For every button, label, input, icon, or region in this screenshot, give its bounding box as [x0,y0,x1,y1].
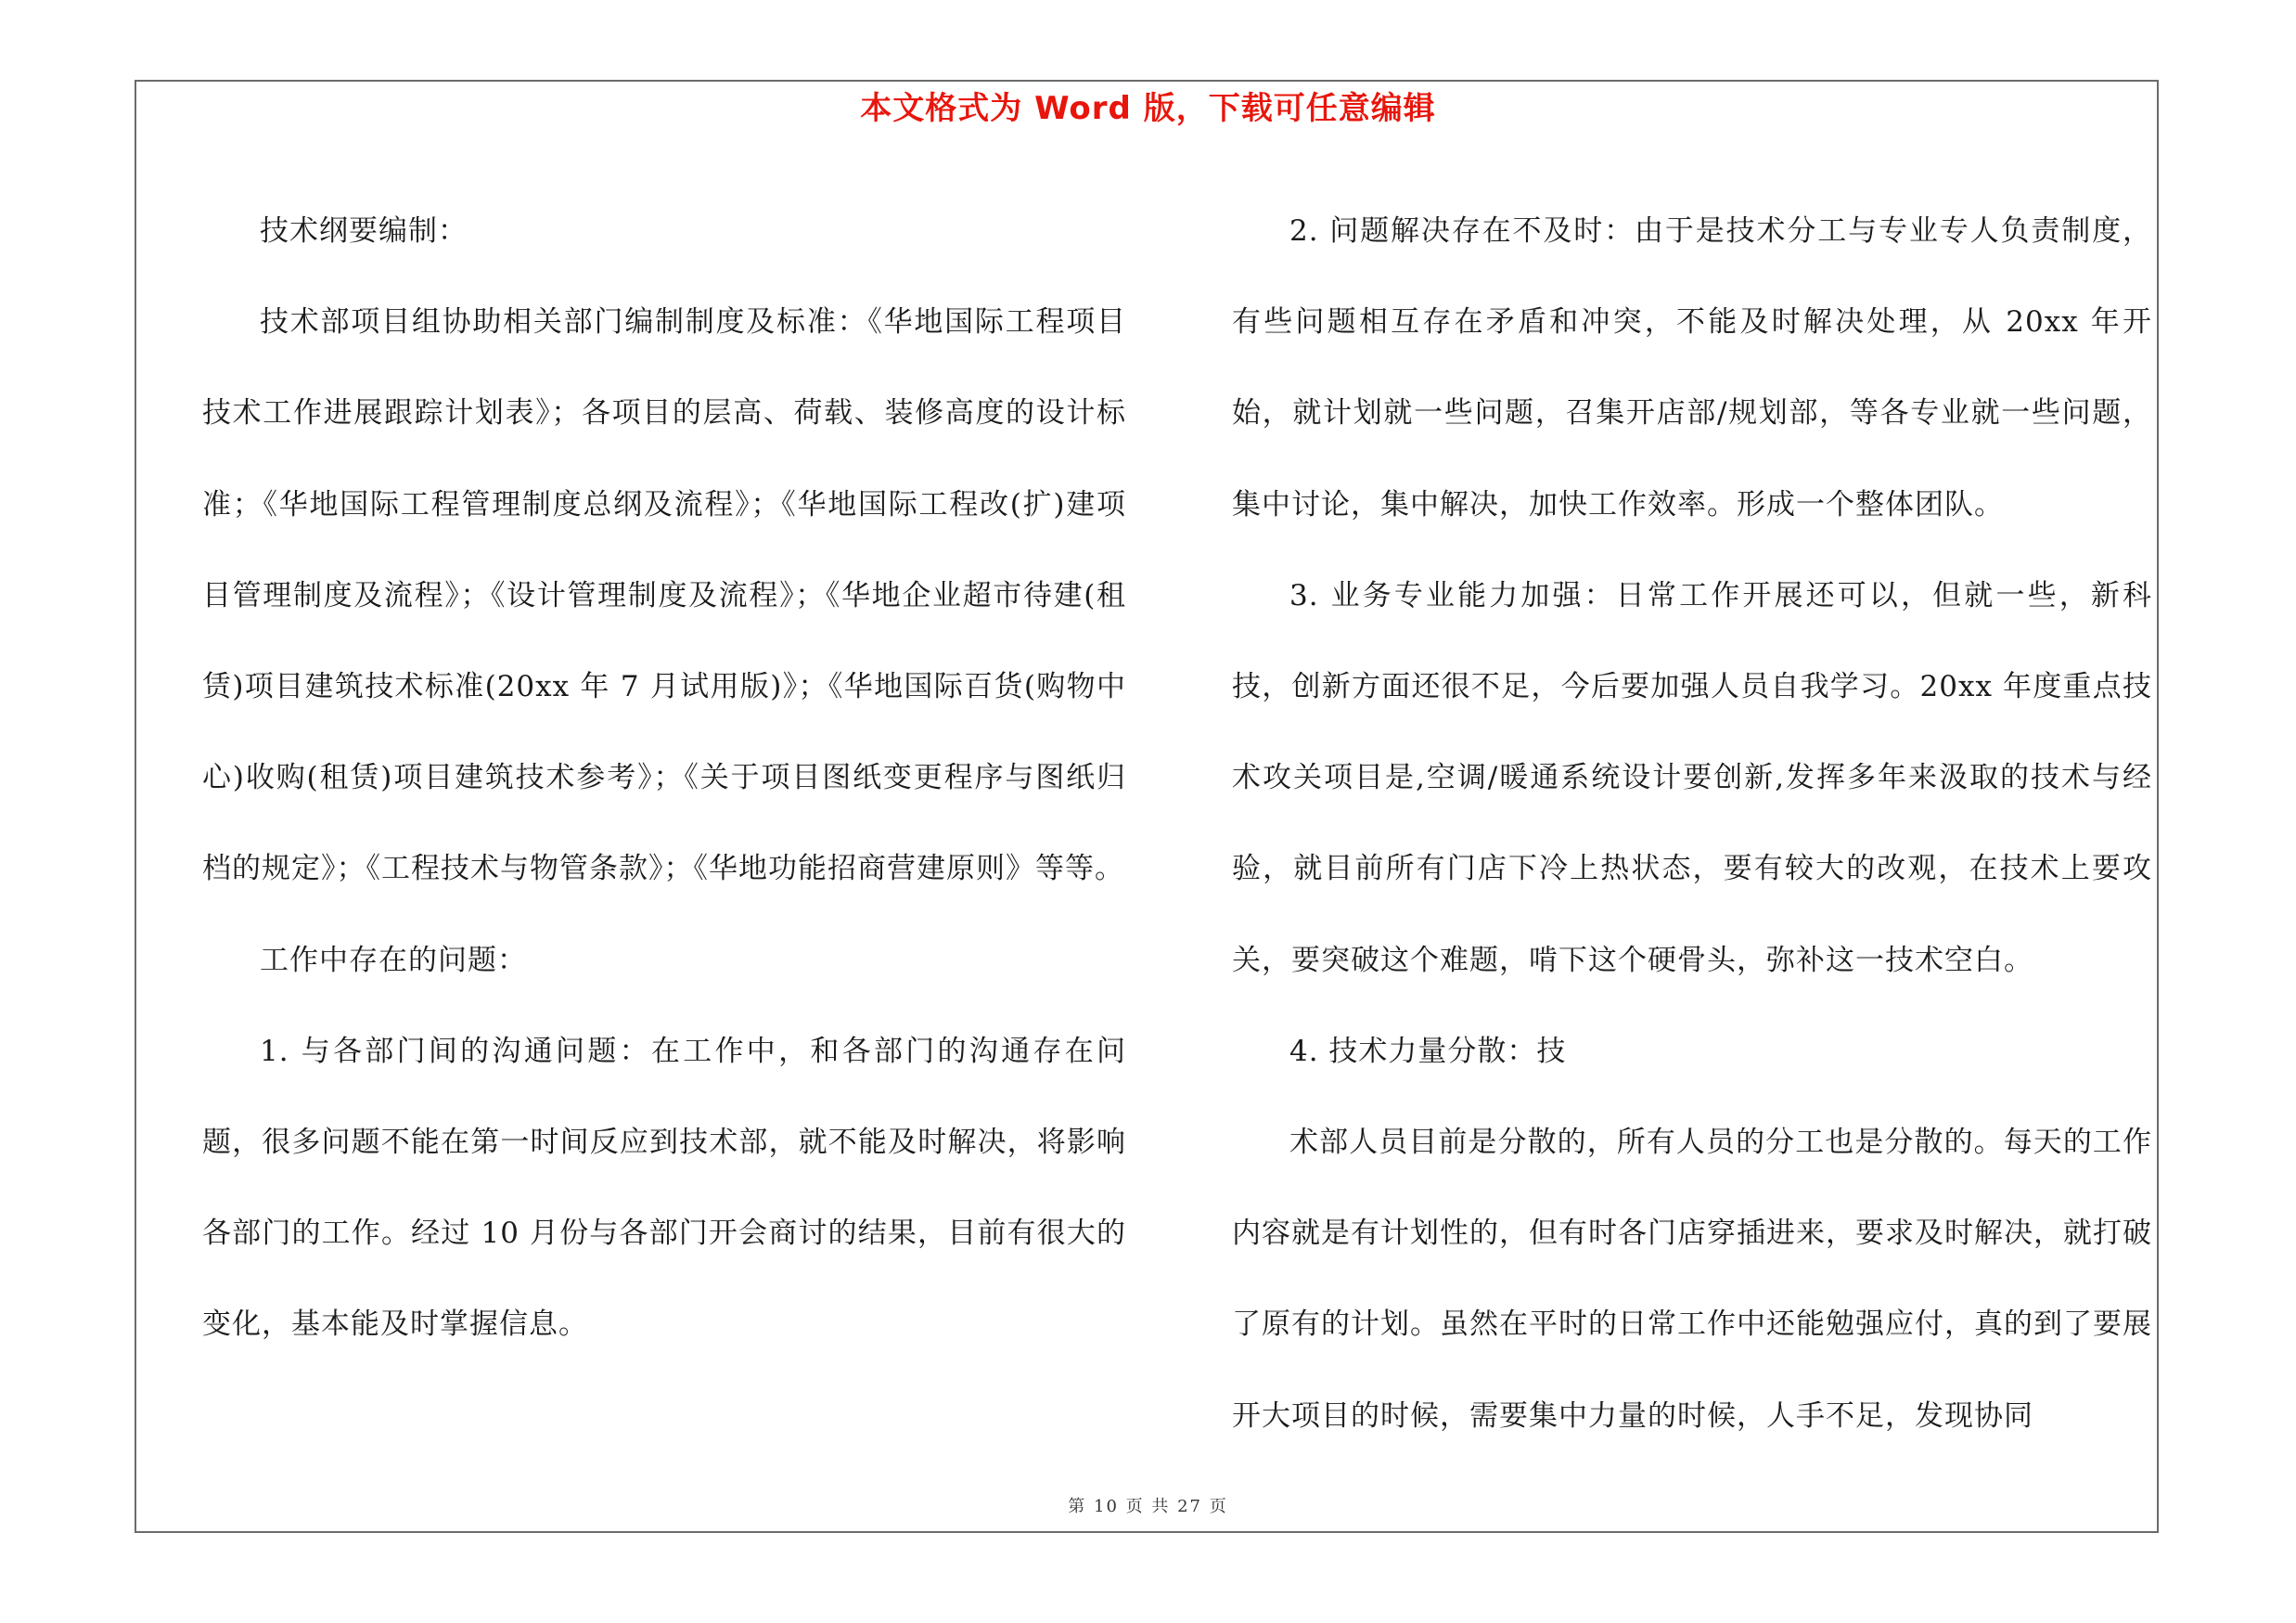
left-column [202,186,1126,1371]
paragraph: 1. 与各部门间的沟通问题：在工作中，和各部门的沟通存在问题，很多问题不能在第一时间反应到技术部，就不能及时解决，将影响各部门的工作。经过 10 月份与各部门开会商讨的结果，目前有很大的变化，基本能及时掌握信息。 [202,1034,1126,1342]
paragraph: 技术部项目组协助相关部门编制制度及标准：《华地国际工程项目技术工作进展跟踪计划表》；各项目的层高、荷载、装修高度的设计标准；《华地国际工程管理制度总纲及流程》；《华地国际工程改(扩)建项目管理制度及流程》；《设计管理制度及流程》；《华地企业超市待建(租赁)项目建筑技术标准(20xx 年 7 月试用版)》；《华地国际百货(购物中心)收购(租赁)项目建筑技术参考》；《关于项目图纸变更程序与图纸归档的规定》；《工程技术与物管条款》；《华地功能招商营建原则》等等。 [202,305,1126,886]
document-banner: 本文格式为 Word 版，下载可任意编辑 [860,90,1436,127]
paragraph: 技术纲要编制： [260,214,468,248]
page-number: 第 10 页 共 27 页 [1068,1497,1228,1516]
paragraph: 4. 技术力量分散：技 [1289,1034,1567,1068]
right-column [1232,186,2152,1462]
paragraph: 2. 问题解决存在不及时：由于是技术分工与专业专人负责制度，有些问题相互存在矛盾和冲突，不能及时解决处理，从 20xx 年开始，就计划就一些问题，召集开店部/规划部，等各专业就一些问题，集中讨论，集中解决，加快工作效率。形成一个整体团队。 [1232,214,2152,522]
paragraph: 工作中存在的问题： [260,943,527,977]
paragraph: 3. 业务专业能力加强：日常工作开展还可以，但就一些，新科技，创新方面还很不足，今后要加强人员自我学习。20xx 年度重点技术攻关项目是,空调/暖通系统设计要创新,发挥多年来汲取的技术与经验，就目前所有门店下冷上热状态，要有较大的改观，在技术上要攻关，要突破这个难题，啃下这个硬骨头，弥补这一技术空白。 [1232,578,2152,977]
paragraph: 术部人员目前是分散的，所有人员的分工也是分散的。每天的工作内容就是有计划性的，但有时各门店穿插进来，要求及时解决，就打破了原有的计划。虽然在平时的日常工作中还能勉强应付，真的到了要展开大项目的时候，需要集中力量的时候，人手不足，发现协同 [1232,1126,2152,1433]
